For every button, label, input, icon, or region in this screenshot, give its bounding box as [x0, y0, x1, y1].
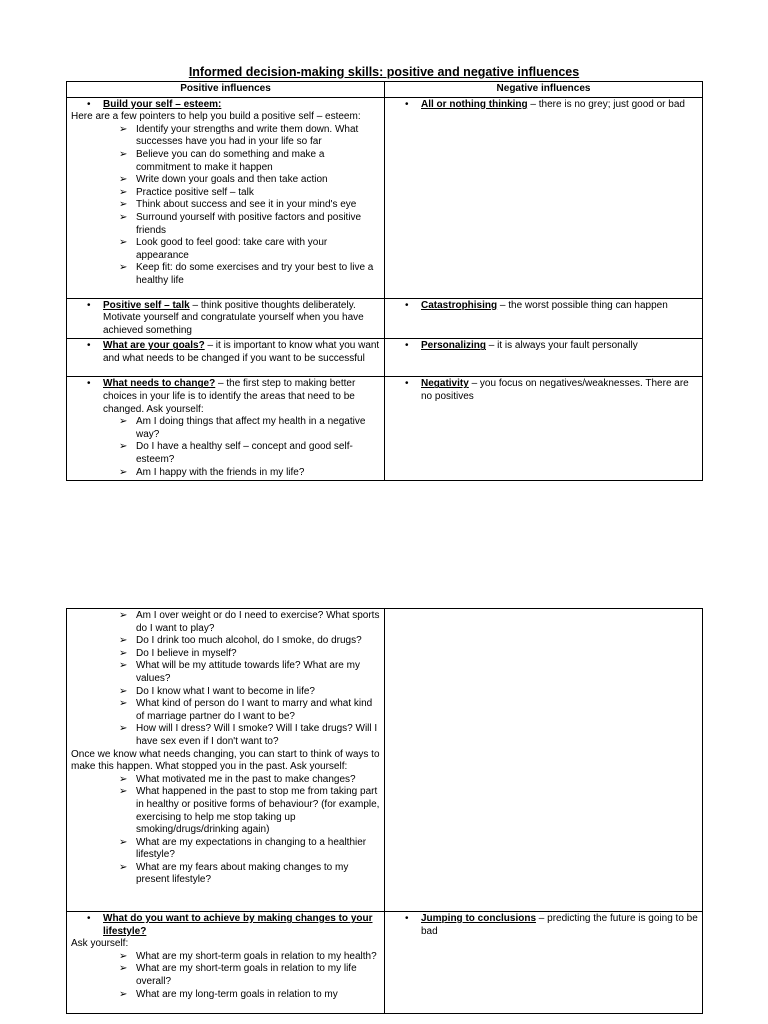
- arrow-list-item: [71, 723, 380, 748]
- arrow-list-text: What happened in the past to stop me from taking part in healthy or positive forms of behaviour? (for example, exercising to help me stop taking up smoking/drugs/drinking again): [136, 786, 380, 836]
- bullet-heading: Build your self – esteem:: [103, 98, 222, 110]
- arrow-bullet-icon: ➢: [119, 441, 128, 453]
- bullet-text: – it is always your fault personally: [486, 340, 638, 352]
- bullet-item: [71, 378, 380, 416]
- arrow-list-item: [71, 174, 380, 187]
- arrow-list-text: Do I know what I want to become in life?: [136, 685, 315, 697]
- bullet-icon: •: [405, 98, 409, 110]
- bullet-text: – there is no grey; just good or bad: [527, 98, 685, 110]
- table-row: [67, 97, 703, 298]
- arrow-list-text: Write down your goals and then take action: [136, 174, 328, 186]
- arrow-list-text: What kind of person do I want to marry and what kind of marriage partner do I want to be?: [136, 698, 373, 722]
- bullet-text: – the first step to making better choices in your life is to identify the areas that need to be changed. Ask yourself:: [103, 378, 356, 415]
- arrow-list-text: What are my short-term goals in relation to my health?: [136, 950, 377, 962]
- arrow-bullet-icon: ➢: [119, 148, 128, 160]
- arrow-bullet-icon: ➢: [119, 950, 128, 962]
- arrow-bullet-icon: ➢: [119, 635, 128, 647]
- arrow-list-text: Do I drink too much alcohol, do I smoke, do drugs?: [136, 635, 362, 647]
- arrow-list-text: What are my fears about making changes to my present lifestyle?: [136, 861, 349, 886]
- arrow-bullet-icon: ➢: [119, 123, 128, 135]
- arrow-list-item: [71, 187, 380, 200]
- bullet-heading: Positive self – talk: [103, 299, 190, 311]
- arrow-list-item: [71, 635, 380, 648]
- table-row: [67, 377, 703, 481]
- arrow-list-item: [71, 648, 380, 661]
- positive-cell: [67, 339, 385, 377]
- bullet-icon: •: [405, 378, 409, 390]
- positive-cell: [67, 609, 385, 912]
- arrow-list-text: Think about success and see it in your mind's eye: [136, 199, 357, 211]
- bullet-heading: What are your goals?: [103, 340, 205, 352]
- bullet-heading: What do you want to achieve by making changes to your lifestyle?: [103, 913, 373, 937]
- bullet-item: [71, 300, 380, 338]
- arrow-bullet-icon: ➢: [119, 685, 128, 697]
- bullet-heading: Negativity: [421, 378, 469, 390]
- arrow-list-item: [71, 124, 380, 149]
- arrow-list-text: What are my short-term goals in relation to my life overall?: [136, 963, 357, 987]
- arrow-bullet-icon: ➢: [119, 262, 128, 274]
- arrow-list-item: [71, 610, 380, 635]
- table-row: [67, 339, 703, 377]
- document-title: Informed decision-making skills: positive and negative influences: [188, 65, 580, 79]
- bullet-heading: All or nothing thinking: [421, 98, 528, 110]
- negative-cell: [385, 609, 703, 912]
- arrow-list-text: Believe you can do something and make a commitment to make it happen: [136, 148, 325, 173]
- bullet-heading: Jumping to conclusions: [421, 913, 537, 924]
- negative-cell: [385, 97, 703, 298]
- bullet-heading: What needs to change?: [103, 378, 216, 390]
- bullet-icon: •: [87, 378, 91, 390]
- arrow-list-item: [71, 862, 380, 887]
- arrow-bullet-icon: ➢: [119, 773, 128, 785]
- arrow-list-text: Am I doing things that affect my health in a negative way?: [136, 416, 366, 440]
- paragraph-text: Here are a few pointers to help you build a positive self – esteem:: [71, 111, 361, 123]
- paragraph-text: Ask yourself:: [71, 938, 129, 950]
- bullet-icon: •: [405, 340, 409, 352]
- paragraph-text: Once we know what needs changing, you can start to think of ways to make this happen. What stopped you in the past. Ask yourself:: [71, 748, 380, 773]
- influences-table-continued: [66, 608, 703, 1014]
- bullet-text: – it is important to know what you want and what needs to be changed if you want to be successful: [103, 340, 380, 364]
- table-row: [67, 912, 703, 1014]
- arrow-list-item: [71, 786, 380, 836]
- arrow-list-text: Do I believe in myself?: [136, 647, 237, 659]
- negative-influences-header: Negative influences: [385, 82, 703, 98]
- arrow-bullet-icon: ➢: [119, 786, 128, 798]
- arrow-list-item: [71, 199, 380, 212]
- bullet-heading: Catastrophising: [421, 299, 498, 311]
- positive-cell: [67, 912, 385, 1014]
- positive-cell: [67, 97, 385, 298]
- arrow-list-item: [71, 212, 380, 237]
- arrow-bullet-icon: ➢: [119, 466, 128, 478]
- arrow-bullet-icon: ➢: [119, 660, 128, 672]
- bullet-item: [389, 300, 698, 313]
- arrow-list-item: [71, 660, 380, 685]
- arrow-list-item: [71, 467, 380, 480]
- arrow-list-text: What are my long-term goals in relation to my: [136, 988, 338, 1000]
- bullet-text: – you focus on negatives/weaknesses. There are no positives: [421, 378, 689, 402]
- arrow-bullet-icon: ➢: [119, 211, 128, 223]
- influences-table: [66, 81, 703, 481]
- arrow-bullet-icon: ➢: [119, 416, 128, 428]
- arrow-list-text: Look good to feel good: take care with your appearance: [136, 237, 328, 261]
- arrow-bullet-icon: ➢: [119, 723, 128, 735]
- arrow-list-text: What will be my attitude towards life? What are my values?: [136, 660, 360, 684]
- bullet-heading: Personalizing: [421, 340, 487, 352]
- bullet-item: [389, 378, 698, 403]
- arrow-list-text: Do I have a healthy self – concept and good self-esteem?: [136, 441, 353, 465]
- bullet-text: – think positive thoughts deliberately. Motivate yourself and congratulate yourself when you have achieved something: [103, 299, 364, 336]
- negative-cell: [385, 339, 703, 377]
- bullet-icon: •: [87, 98, 91, 110]
- arrow-bullet-icon: ➢: [119, 174, 128, 186]
- negative-cell: [385, 377, 703, 481]
- arrow-bullet-icon: ➢: [119, 237, 128, 249]
- arrow-bullet-icon: ➢: [119, 610, 128, 621]
- arrow-bullet-icon: ➢: [119, 199, 128, 211]
- arrow-list-item: [71, 963, 380, 988]
- table-header-row: [67, 82, 703, 98]
- bullet-item: [389, 913, 698, 938]
- arrow-list-item: [71, 837, 380, 862]
- arrow-list-text: Am I happy with the friends in my life?: [136, 466, 305, 478]
- arrow-list-item: [71, 951, 380, 964]
- arrow-list-text: Surround yourself with positive factors and positive friends: [136, 211, 362, 236]
- arrow-bullet-icon: ➢: [119, 963, 128, 975]
- arrow-list-text: Identify your strengths and write them down. What successes have you had in your life so far: [136, 123, 359, 148]
- negative-cell: [385, 298, 703, 339]
- bullet-item: [389, 99, 698, 112]
- arrow-list-item: [71, 441, 380, 466]
- bullet-item: [71, 99, 380, 112]
- bullet-icon: •: [87, 340, 91, 352]
- arrow-bullet-icon: ➢: [119, 698, 128, 710]
- arrow-list-item: [71, 262, 380, 287]
- bullet-icon: •: [405, 913, 409, 924]
- arrow-list-item: [71, 698, 380, 723]
- arrow-bullet-icon: ➢: [119, 647, 128, 659]
- arrow-list-item: [71, 149, 380, 174]
- negative-cell: [385, 912, 703, 1014]
- arrow-list-item: [71, 237, 380, 262]
- bullet-text: – the worst possible thing can happen: [497, 299, 668, 311]
- positive-cell: [67, 377, 385, 481]
- arrow-list-text: Keep fit: do some exercises and try your best to live a healthy life: [136, 262, 374, 286]
- bullet-icon: •: [87, 299, 91, 311]
- bullet-text: – predicting the future is going to be bad: [421, 913, 698, 937]
- arrow-bullet-icon: ➢: [119, 861, 128, 873]
- arrow-list-text: How will I dress? Will I smoke? Will I take drugs? Will I have sex even if I don't want to?: [136, 723, 378, 747]
- arrow-bullet-icon: ➢: [119, 988, 128, 1000]
- arrow-list-text: What motivated me in the past to make changes?: [136, 773, 356, 785]
- table-row: [67, 609, 703, 912]
- bullet-icon: •: [405, 299, 409, 311]
- table-row: [67, 298, 703, 339]
- arrow-list-text: Am I over weight or do I need to exercise? What sports do I want to play?: [136, 610, 380, 634]
- positive-cell: [67, 298, 385, 339]
- bullet-item: [71, 913, 380, 938]
- arrow-list-text: What are my expectations in changing to a healthier lifestyle?: [136, 836, 367, 861]
- arrow-list-item: [71, 416, 380, 441]
- arrow-list-item: [71, 774, 380, 787]
- arrow-bullet-icon: ➢: [119, 836, 128, 848]
- arrow-list-text: Practice positive self – talk: [136, 186, 254, 198]
- bullet-item: [389, 340, 698, 353]
- bullet-icon: •: [87, 913, 91, 924]
- arrow-list-item: [71, 686, 380, 699]
- arrow-list-item: [71, 989, 380, 1002]
- bullet-item: [71, 340, 380, 365]
- positive-influences-header: Positive influences: [67, 82, 385, 98]
- arrow-bullet-icon: ➢: [119, 186, 128, 198]
